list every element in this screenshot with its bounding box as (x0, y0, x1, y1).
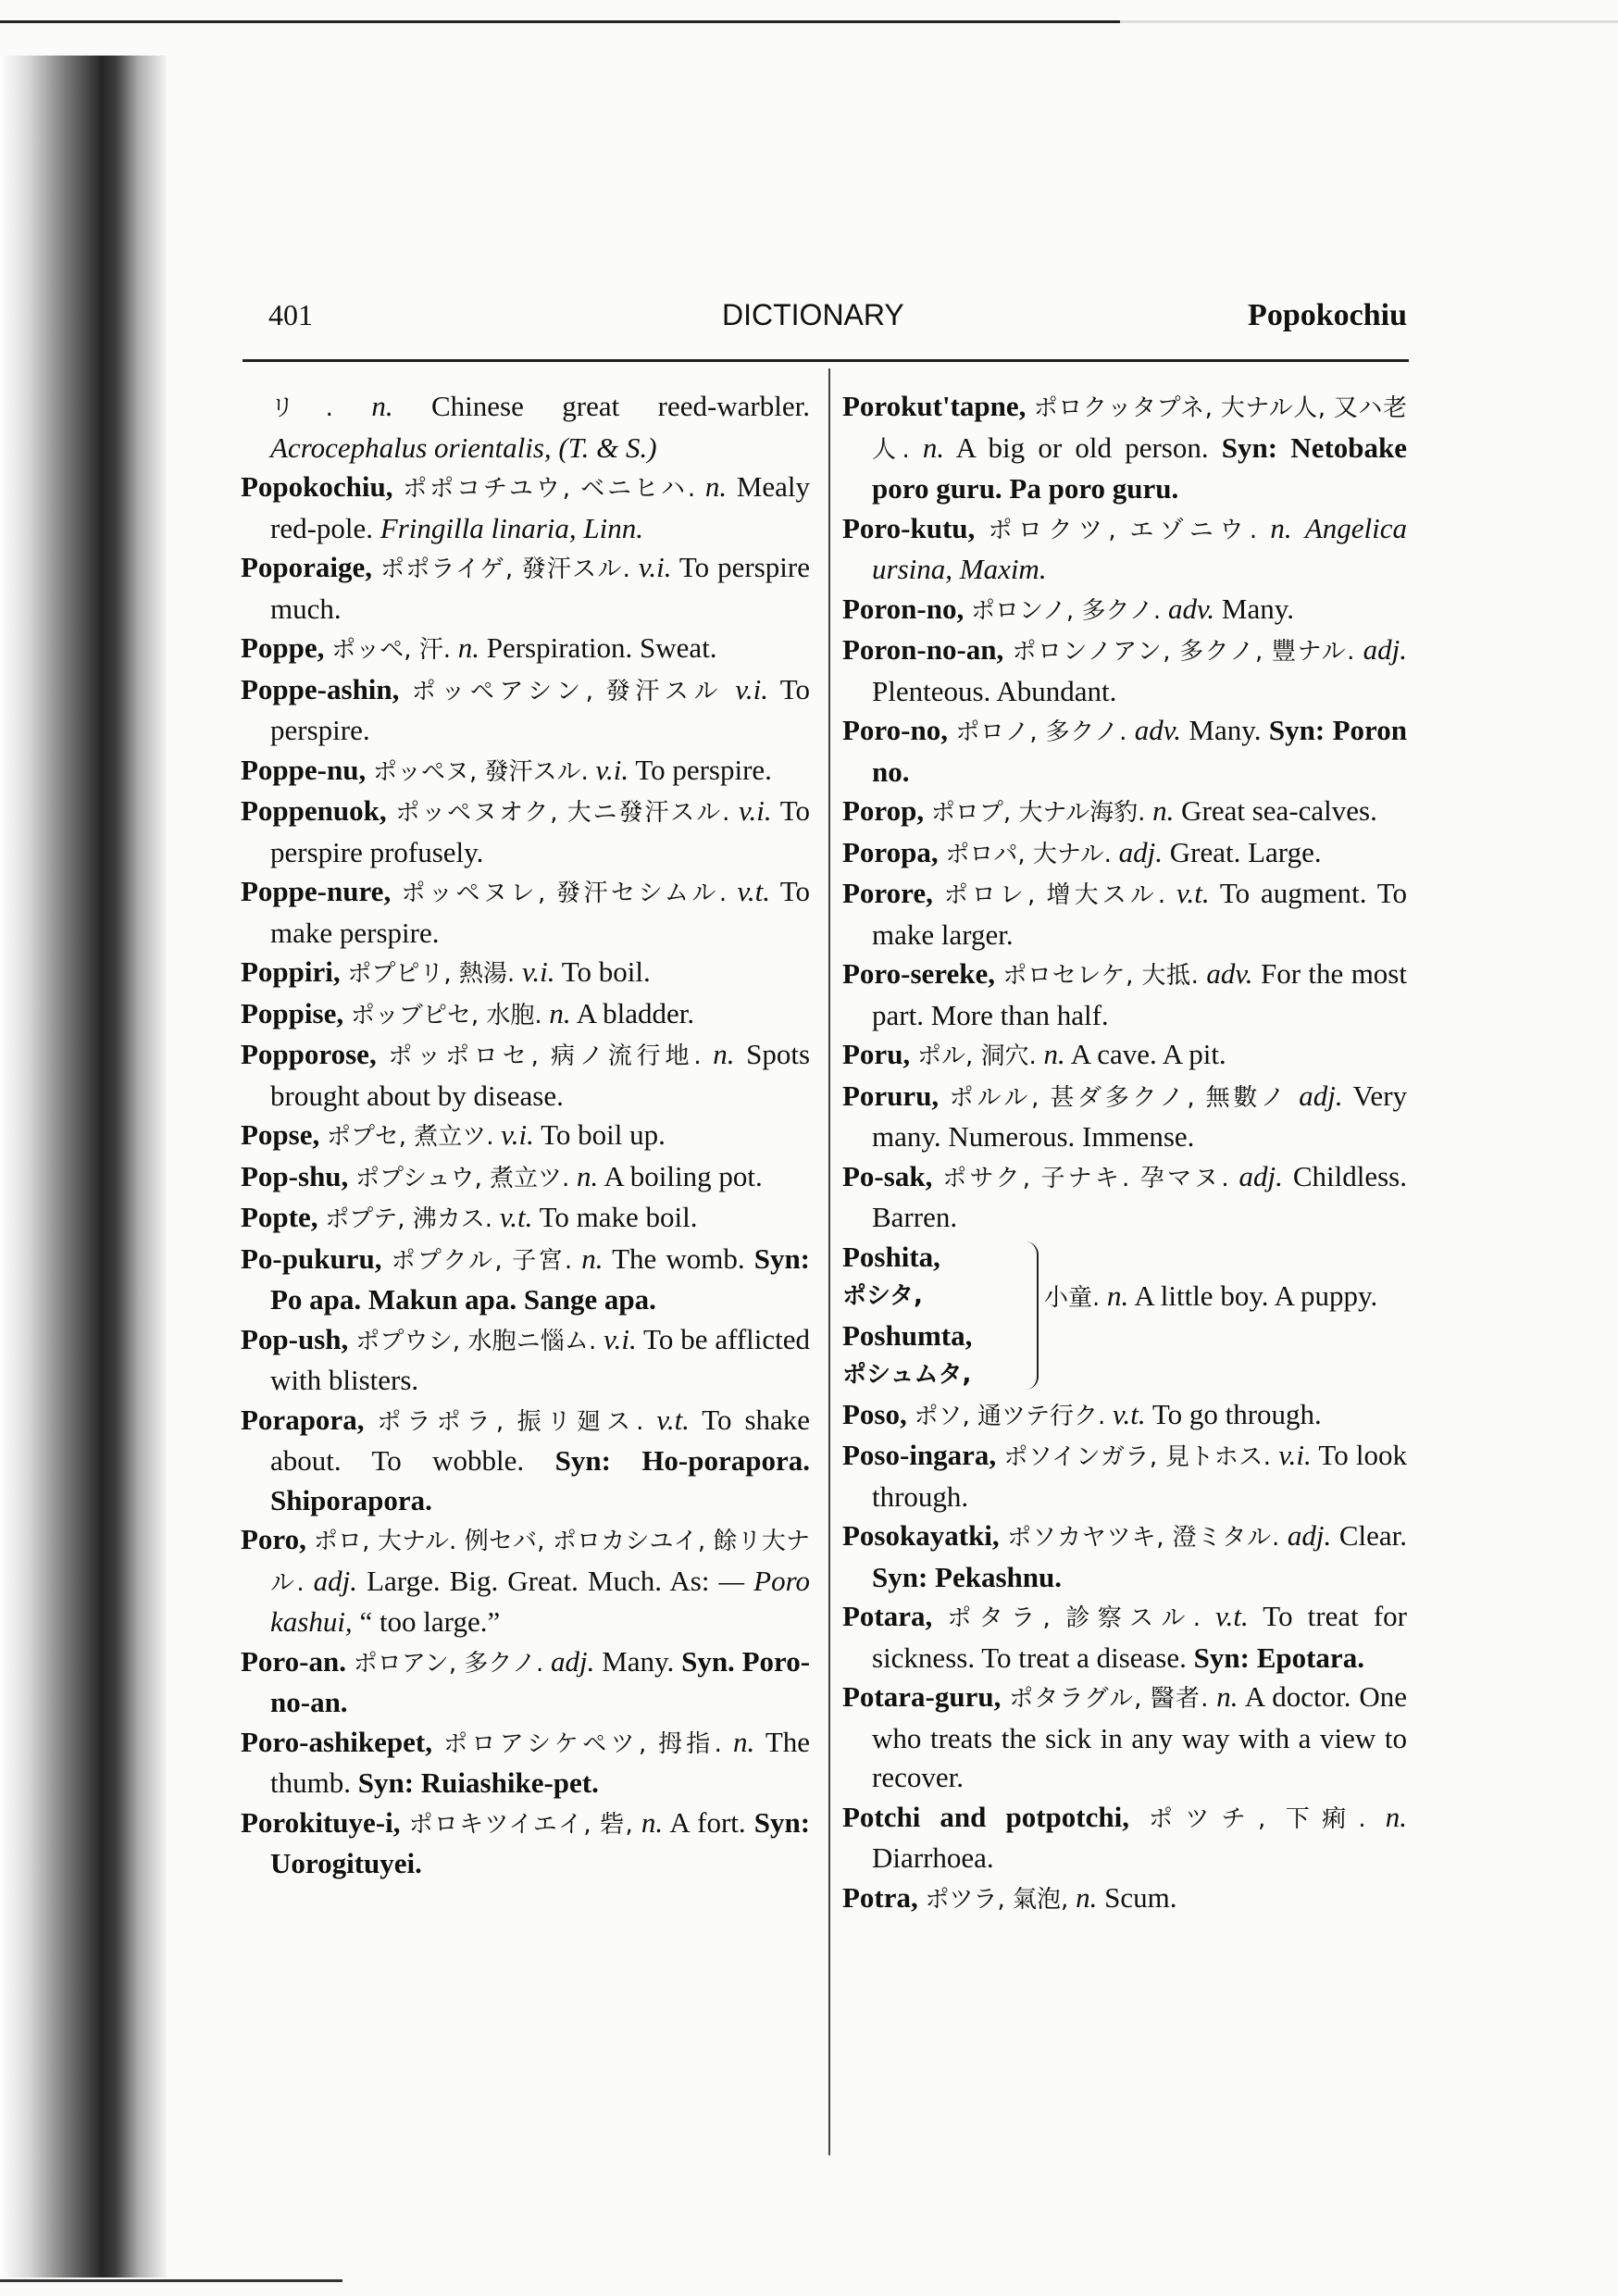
synonyms: Syn: Netobake poro guru. Pa poro guru. (872, 430, 1408, 505)
part-of-speech: adj. (1299, 1079, 1343, 1112)
headword: Poron-no, (842, 592, 965, 625)
dictionary-entry (241, 751, 810, 792)
part-of-speech: v.i. (595, 753, 629, 786)
headword: Poro-no, (842, 714, 948, 746)
definition: A cave. A pit. (1070, 1038, 1226, 1070)
definition: A bladder. (576, 996, 695, 1029)
part-of-speech: adv. (1206, 957, 1253, 990)
headword: Potra, (842, 1880, 918, 1914)
headword: Po-sak, (842, 1159, 933, 1192)
part-of-speech: n. (713, 1038, 735, 1070)
headword: Poppenuok, (241, 794, 387, 827)
definition: Great. Large. (1169, 835, 1322, 868)
part-of-speech: v.i. (501, 1118, 534, 1151)
headword: Po-pukuru, (241, 1242, 382, 1275)
headword: Popte, (241, 1201, 318, 1233)
definition: To augment. To make larger. (872, 877, 1408, 951)
synonyms: Syn: Ho-porapora. Shiporapora. (270, 1444, 810, 1516)
brace-headwords (842, 1238, 1027, 1395)
definition: A fort. (669, 1805, 746, 1839)
dictionary-entry (842, 711, 1407, 792)
synonyms: Syn: Poron no. (872, 714, 1407, 788)
part-of-speech: adj. (1118, 835, 1164, 868)
headword: Poron-no-an, (842, 633, 1004, 666)
definition: For the most part. More than half. (872, 957, 1407, 1031)
japanese-gloss: ポポライゲ, 發汗スル. (380, 555, 630, 583)
japanese-gloss: ポロクッタプネ, 大ナル人, 又ハ老人. (872, 394, 1407, 464)
japanese-gloss: ポロ, 大ナル. 例セバ, ポロカシユイ, 餘リ大ナル. (270, 1528, 811, 1597)
definition: To make perspire. (270, 875, 810, 949)
part-of-speech: v.i. (1278, 1439, 1312, 1471)
part-of-speech: n. (1152, 794, 1175, 827)
definition: Very many. Numerous. Immense. (872, 1079, 1408, 1153)
part-of-speech: adv. (1167, 592, 1215, 625)
brace-headword-jp: ポシュムタ, (842, 1361, 972, 1389)
headword: Porore, (842, 877, 933, 909)
dictionary-entry (842, 509, 1407, 590)
part-of-speech: adj. (1287, 1519, 1332, 1552)
definition: A big or old person. (955, 430, 1209, 464)
headword: Poppe-nure, (241, 875, 392, 907)
dictionary-entry (842, 1878, 1407, 1920)
dictionary-entry (241, 1320, 810, 1401)
definition: To look through. (872, 1439, 1408, 1513)
part-of-speech: v.t. (1113, 1397, 1146, 1430)
dictionary-entry (842, 955, 1407, 1035)
headword: Poppise, (241, 996, 344, 1029)
synonyms: Syn: Epotara. (1193, 1641, 1364, 1674)
part-of-speech: adj. (1238, 1159, 1283, 1192)
part-of-speech: n. (1385, 1800, 1407, 1833)
part-of-speech: v.t. (1215, 1600, 1249, 1632)
japanese-gloss: ポッペアシン, 發汗スル (411, 677, 724, 705)
definition: A boiling pot. (604, 1159, 763, 1192)
japanese-gloss: ポソ, 通ツテ行ク. (914, 1402, 1106, 1430)
part-of-speech: n. (577, 1159, 599, 1192)
page-header (268, 298, 1407, 344)
dictionary-entry (842, 792, 1407, 833)
dictionary-entry (842, 1035, 1407, 1077)
headword: Poporaige, (241, 551, 373, 583)
dictionary-entry (241, 994, 810, 1036)
definition: Clear. (1338, 1519, 1408, 1552)
dictionary-entry (241, 953, 810, 994)
scientific-name: Angelica ursina, Maxim. (872, 511, 1408, 585)
headword: Porokituye-i, (241, 1805, 401, 1839)
brace-entry-group (842, 1238, 1407, 1395)
japanese-gloss: ポッポロセ, 病ノ流行地. (388, 1042, 702, 1070)
japanese-gloss: ポロクツ, エゾニウ. (988, 516, 1258, 544)
headword: Poro, (241, 1523, 306, 1555)
dictionary-entry (842, 590, 1407, 631)
japanese-gloss: ポッブピセ, 水胞. (350, 1001, 542, 1029)
headword: Potara-guru, (842, 1680, 1002, 1713)
definition: To make boil. (539, 1201, 698, 1233)
part-of-speech: n. (641, 1805, 664, 1839)
japanese-gloss: ポロプ, 大ナル海豹. (930, 799, 1146, 827)
japanese-gloss: ポサク, 子ナキ. 孕マヌ. (942, 1164, 1229, 1192)
headword: Potchi and potpotchi, (842, 1800, 1129, 1833)
japanese-gloss: ポッペヌオク, 大ニ發汗スル. (395, 799, 730, 827)
guide-word: Popokochiu (1248, 298, 1407, 332)
dictionary-entry (241, 1642, 810, 1723)
definition: Great sea-calves. (1181, 794, 1377, 827)
japanese-gloss: ポタラ, 診察スル. (947, 1604, 1201, 1632)
japanese-gloss: ポプクル, 子宮. (391, 1246, 573, 1275)
japanese-gloss: ポソインガラ, 見トホス. (1003, 1443, 1271, 1471)
synonyms: Syn: Uorogituyei. (270, 1805, 811, 1879)
headword: Pop-shu, (241, 1159, 349, 1192)
headword: Popokochiu, (241, 470, 393, 503)
dictionary-entry (842, 630, 1407, 711)
dictionary-entry (241, 1240, 810, 1320)
definition: The thumb. (270, 1725, 811, 1799)
brace-headword-jp: ポシタ, (842, 1282, 923, 1310)
japanese-gloss: ポロンノ, 多クノ. (970, 596, 1162, 625)
part-of-speech: n. (1076, 1880, 1098, 1914)
brace-headword: Poshita, (842, 1240, 940, 1273)
dictionary-entry (842, 387, 1407, 509)
headword: Pop-ush, (241, 1322, 349, 1355)
part-of-speech: adj. (313, 1564, 358, 1597)
dictionary-entry (241, 872, 810, 953)
binding-gutter-shadow (0, 56, 167, 2277)
part-of-speech: n. (457, 631, 479, 664)
right-entry-list (842, 387, 1407, 1238)
definition: Many. (602, 1644, 675, 1678)
dictionary-entry (842, 1157, 1407, 1238)
definition: To perspire. (635, 753, 772, 786)
headword: Poso, (842, 1397, 907, 1430)
part-of-speech: v.i. (739, 794, 772, 827)
definition: Childless. Barren. (872, 1159, 1407, 1233)
definition: To treat for sickness. To treat a disease. (872, 1600, 1407, 1674)
headword: Poruru, (842, 1079, 940, 1112)
part-of-speech: n. (581, 1242, 604, 1275)
headword: Potara, (842, 1600, 933, 1632)
japanese-gloss: ポツチ, 下痢. (1149, 1804, 1366, 1833)
definition: Many. (1189, 714, 1262, 746)
part-of-speech: v.i. (638, 551, 672, 583)
dictionary-entry (241, 1723, 810, 1803)
dictionary-entry (842, 1077, 1407, 1157)
dictionary-entry (241, 1035, 810, 1116)
dictionary-entry (842, 1678, 1407, 1798)
japanese-gloss: ポロノ, 多クノ. (955, 718, 1127, 746)
dictionary-entry (842, 1516, 1407, 1597)
headword: Poso-ingara, (842, 1439, 997, 1471)
headword: Porapora, (241, 1403, 365, 1436)
japanese-gloss: ポッペヌ, 發汗スル. (372, 757, 589, 786)
dictionary-entry (241, 1520, 810, 1642)
definition: To shake about. To wobble. (270, 1403, 811, 1477)
definition: To boil up. (541, 1118, 666, 1151)
japanese-gloss: ポソカヤツキ, 澄ミタル. (1007, 1524, 1280, 1552)
headword: Poro-sereke, (842, 957, 995, 990)
definition: To boil. (561, 955, 651, 988)
scan-bottom-edge (0, 2279, 342, 2282)
dictionary-entry (842, 1597, 1407, 1678)
headword: Popse, (241, 1118, 320, 1151)
definition: Diarrhoea. (872, 1841, 994, 1874)
headword: Posokayatki, (842, 1519, 1000, 1552)
japanese-gloss: ポプシュウ, 煮立ツ. (355, 1164, 570, 1192)
japanese-gloss: ポプテ, 沸カス. (325, 1205, 493, 1233)
japanese-gloss: ポプセ, 煮立ツ. (327, 1123, 494, 1151)
headword: Poru, (842, 1038, 911, 1070)
japanese-gloss: ポタラグル, 醫者. (1009, 1685, 1209, 1713)
synonyms: Syn: Po apa. Makun apa. Sange apa. (270, 1242, 811, 1316)
definition: To go through. (1151, 1397, 1322, 1430)
page-number: 401 (268, 298, 313, 331)
japanese-gloss: ポッペ, 汗. (331, 636, 451, 664)
dictionary-entry (842, 1436, 1407, 1516)
running-head: DICTIONARY (722, 298, 904, 331)
headword: Poppe-nu, (241, 753, 367, 786)
brace-definition: 小童. n. A little boy. A puppy. (1044, 1279, 1378, 1312)
brace-headword: Poshumta, (842, 1318, 973, 1352)
japanese-gloss: ポプピリ, 熱湯. (347, 960, 516, 988)
curly-brace-icon (1024, 1242, 1039, 1390)
japanese-gloss: ポプウシ, 水胞ニ惱ム. (355, 1327, 597, 1355)
part-of-speech: n. (733, 1725, 755, 1758)
part-of-speech: v.i. (604, 1322, 637, 1355)
left-entry-list (241, 468, 810, 1884)
scientific-name: Fringilla linaria, Linn. (380, 511, 643, 544)
dictionary-entry (241, 792, 810, 872)
definition: Large. Big. Great. Much. As: (367, 1564, 710, 1597)
definition: To perspire much. (270, 551, 810, 625)
dictionary-entry (842, 1798, 1407, 1878)
part-of-speech: n. (549, 996, 571, 1029)
part-of-speech: v.t. (499, 1201, 533, 1233)
japanese-gloss: ポロアン, 多クノ. (353, 1649, 544, 1678)
definition: To perspire. (270, 672, 811, 746)
dictionary-entry (241, 670, 810, 751)
dictionary-entry (241, 1803, 810, 1884)
definition: Mealy red-pole. (270, 470, 811, 544)
headword: Poropa, (842, 835, 939, 868)
headword: Poppe, (241, 631, 325, 664)
synonyms: Syn. Poro-no-an. (270, 1644, 811, 1718)
japanese-gloss: ポロレ, 增大スル. (943, 881, 1166, 909)
part-of-speech: v.i. (521, 955, 555, 988)
continued-entry: リ. n. Chinese great reed-warbler. Acrocephalus orientalis, (T. & S.) (270, 390, 810, 464)
dictionary-entry (241, 629, 810, 670)
headword: Poppiri, (241, 955, 341, 988)
part-of-speech: v.t. (1176, 877, 1210, 909)
dictionary-entry (241, 548, 810, 629)
dictionary-entry (842, 1395, 1407, 1437)
headword: Poro-an. (241, 1644, 346, 1678)
column-divider (828, 368, 830, 2155)
definition: Perspiration. Sweat. (486, 631, 717, 664)
headword: Poro-ashikepet, (241, 1725, 432, 1758)
dictionary-entry (842, 874, 1407, 955)
right-entry-list-continued (842, 1395, 1407, 1920)
part-of-speech: v.t. (656, 1403, 690, 1436)
header-rule (243, 359, 1409, 362)
japanese-gloss: ポラポラ, 振リ廻ス. (377, 1407, 644, 1436)
part-of-speech: v.t. (737, 875, 771, 907)
headword: Poppe-ashin, (241, 672, 400, 705)
scan-top-edge-faint (1120, 20, 1618, 23)
definition: To perspire profusely. (270, 794, 810, 868)
part-of-speech: v.i. (735, 672, 768, 705)
definition: A doctor. One who treats the sick in any way with a view to recover. (872, 1680, 1408, 1793)
right-column (842, 387, 1407, 1919)
japanese-gloss: ポロキツイエイ, 砦, (408, 1810, 633, 1839)
part-of-speech: adv. (1134, 714, 1181, 746)
left-column (241, 387, 810, 1884)
part-of-speech: n. (922, 430, 945, 464)
definition: Scum. (1104, 1880, 1177, 1914)
dictionary-entry (241, 1401, 810, 1521)
synonyms: Syn: Pekashnu. (872, 1560, 1063, 1593)
headword: Popporose, (241, 1038, 377, 1070)
dictionary-entry (842, 833, 1407, 875)
definition: Spots brought about by disease. (270, 1038, 811, 1112)
example-translation: “ too large.” (359, 1605, 501, 1638)
part-of-speech: n. (704, 470, 728, 503)
definition: Plenteous. Abundant. (872, 674, 1117, 707)
japanese-gloss: ポロパ, 大ナル. (945, 840, 1112, 868)
part-of-speech: adj. (551, 1644, 595, 1678)
example: — Poro kashui, (270, 1564, 811, 1638)
japanese-gloss: ポロアシケペツ, 拇指. (443, 1729, 722, 1758)
japanese-gloss: ポロンノアン, 多クノ, 豐ナル. (1012, 638, 1355, 666)
japanese-gloss: ポルル, 甚ダ多クノ, 無數ノ (949, 1083, 1288, 1112)
japanese-gloss: ポツラ, 氣泡, (925, 1885, 1069, 1914)
definition: Many. (1221, 592, 1294, 625)
japanese-gloss: ポポコチユウ, ベニヒハ. (403, 475, 696, 503)
part-of-speech: n. (1216, 1680, 1238, 1713)
dictionary-entry (241, 1116, 810, 1157)
part-of-speech: n. (1270, 511, 1292, 544)
definition: To be afflicted with blisters. (270, 1322, 811, 1396)
japanese-gloss: ポル, 洞穴. (916, 1042, 1037, 1070)
headword: Porokut'tapne, (842, 390, 1027, 422)
japanese-gloss: ポロセレケ, 大抵. (1002, 962, 1199, 990)
headword: Poro-kutu, (842, 511, 976, 544)
dictionary-entry (241, 1157, 810, 1199)
japanese-gloss: ポッペヌレ, 發汗セシムル. (401, 880, 728, 907)
part-of-speech: adj. (1363, 633, 1407, 666)
synonyms: Syn: Ruiashike-pet. (357, 1766, 599, 1799)
part-of-speech: n. (1043, 1038, 1065, 1070)
definition: The womb. (612, 1242, 745, 1275)
dictionary-entry (241, 1198, 810, 1240)
headword: Porop, (842, 794, 925, 827)
dictionary-entry (241, 468, 810, 548)
